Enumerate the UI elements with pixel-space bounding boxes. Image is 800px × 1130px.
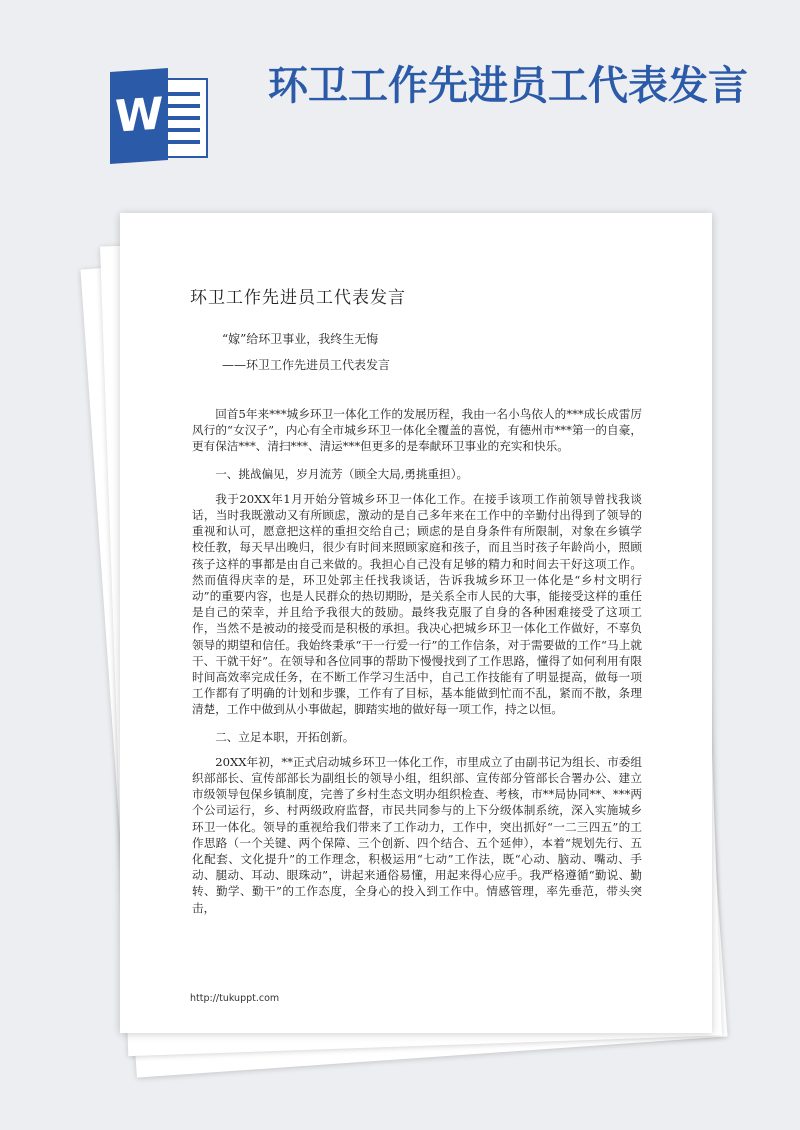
- document-title: 环卫工作先进员工代表发言: [190, 288, 406, 308]
- document-byline: ——环卫工作先进员工代表发言: [222, 358, 391, 372]
- paragraph-section-1: 我于20XX年1月开始分管城乡环卫一体化工作。在接手该项工作前领导曾找我谈话，当时我既激动又有所顾虑，激动的是自己多年来在工作中的辛勤付出得到了领导的重视和认可，愿意把这样的重担交给自己；顾虑的是自身条件有所限制，对象在乡镇学校任教，每天早出晚归，很少有时间来照顾家庭和孩子，而且当时孩子年龄尚小，照顾孩子这样的事都是由自己来做的。我担心自己没有足够的精力和时间去干好这项工作。然而值得庆幸的是，环卫处郭主任找我谈话，告诉我城乡环卫一体化是“乡村文明行动”的重要内容，也是人民群众的热切期盼，是关系全市人民的大事，能接受这样的重任是自己的荣幸，并且给予我很大的鼓励。最终我克服了自身的各种困难接受了这项工作，当然不是被动的接受而是积极的承担。我决心把城乡环卫一体化工作做好，不辜负领导的期望和信任。我始终秉承“干一行爱一行”的工作信条，对于需要做的工作“马上就干、干就干好”。在领导和各位同事的帮助下慢慢找到了工作思路，懂得了如何利用有限时间高效率完成任务，在不断工作学习生活中，自己工作技能有了明显提高，做每一项工作都有了明确的计划和步骤，工作有了目标，基本能做到忙而不乱，紧而不散，条理清楚，工作中做到从小事做起，脚踏实地的做好每一项工作，持之以恒。: [192, 491, 642, 717]
- word-document-icon: [110, 70, 210, 162]
- page-title: 环卫工作先进员工代表发言: [268, 63, 748, 109]
- document-page: [120, 213, 712, 1033]
- paragraph-intro: 回首5年来***城乡环卫一体化工作的发展历程，我由一名小鸟依人的***成长成雷厉风行的“女汉子”，内心有全市城乡环卫一体化全覆盖的喜悦，有德州市***第一的自豪，更有保洁***、清扫***、清运***但更多的是奉献环卫事业的充实和快乐。: [192, 407, 642, 454]
- footer-url[interactable]: http://tukuppt.com: [190, 993, 280, 1004]
- section-heading-1: 一、挑战偏见，岁月流芳（顾全大局,勇挑重担）。: [215, 466, 469, 481]
- document-body: [192, 406, 642, 927]
- paragraph-section-2: 20XX年初，**正式启动城乡环卫一体化工作，市里成立了由副书记为组长、市委组织部部长、宣传部部长为副组长的领导小组，组织部、宣传部分管部长合署办公、建立市级领导包保乡镇制度，完善了乡村生态文明办组织检查、考核，市**局协同**、***两个公司运行，乡、村两级政府监督，市民共同参与的上下分级体制系统，深入实施城乡环卫一体化。领导的重视给我们带来了工作动力，工作中，突出抓好“一二三四五”的工作思路（一个关键、两个保障、三个创新、四个结合、五个延伸），本着“规划先行、五化配套、文化提升”的工作理念，积极运用“七动”工作法，既“心动、脑动、嘴动、手动、腿动、耳动、眼珠动”，讲起来通俗易懂，用起来得心应手。我严格遵循“勤说、勤转、勤学、勤干”的工作态度，全身心的投入到工作中。情感管理，率先垂范，带头突击，: [192, 754, 642, 915]
- section-heading-2: 二、立足本职，开拓创新。: [215, 729, 355, 744]
- document-subtitle: “嫁”给环卫事业，我终生无悔: [222, 332, 379, 346]
- word-icon-letter: W: [110, 68, 168, 164]
- header: [0, 0, 800, 200]
